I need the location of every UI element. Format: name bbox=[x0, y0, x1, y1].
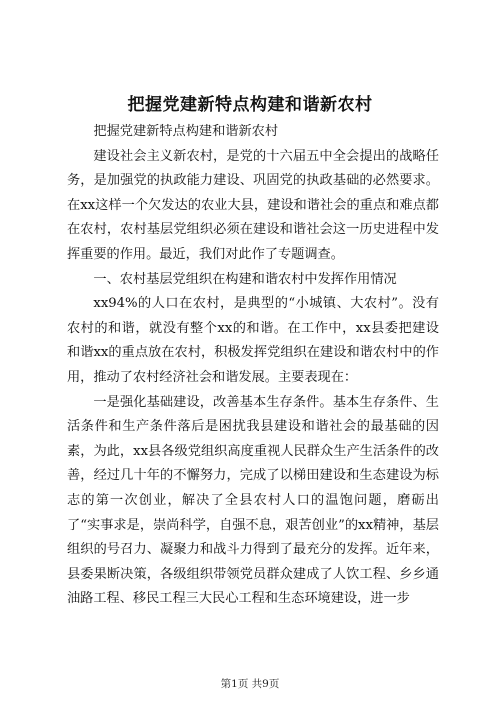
subtitle-paragraph: 把握党建新特点构建和谐新农村 bbox=[93, 124, 279, 139]
body-paragraph: 一是强化基础建设，改善基本生存条件。基本生存条件、生活条件和生产条件落后是困扰我县建设和谐社会的最基础的因素，为此，xx县各级党组织高度重视人民群众生产生活条件的改善，经过几十年的不懈努力，完成了以梯田建设和生态建设为标志的第一次创业，解决了全县农村人口的温饱问题，磨砺出了“实事求是，崇尚科学，自强不息，艰苦创业”的xx精神，基层组织的号召力、凝聚力和战斗力得到了最充分的发挥。近年来，县委果断决策，各级组织带领党员群众建成了人饮工程、乡乡通油路工程、移民工程三大民心工程和生态环境建设，进一步 bbox=[67, 394, 439, 607]
body-paragraph: xx94%的人口在农村，是典型的“小城镇、大农村”。没有农村的和谐，就没有整个xx的和谐。在工作中，xx县委把建设和谐xx的重点放在农村，积极发挥党组织在建设和谐农村中的作用，推动了农村经济社会和谐发展。主要表现在： bbox=[67, 296, 439, 385]
document-body bbox=[67, 120, 439, 612]
page-footer: 第1页 共9页 bbox=[220, 678, 280, 690]
intro-paragraph: 建设社会主义新农村，是党的十六届五中全会提出的战略任务，是加强党的执政能力建设、巩固党的执政基础的必然要求。在xx这样一个欠发达的农业大县，建设和谐社会的重点和难点都在农村，农村基层党组织必须在建设和谐社会这一历史进程中发挥重要的作用。最近，我们对此作了专题调查。 bbox=[67, 148, 439, 262]
section-heading: 一、农村基层党组织在构建和谐农村中发挥作用情况 bbox=[93, 271, 397, 287]
document-title: 把握党建新特点构建和谐新农村 bbox=[127, 95, 373, 115]
